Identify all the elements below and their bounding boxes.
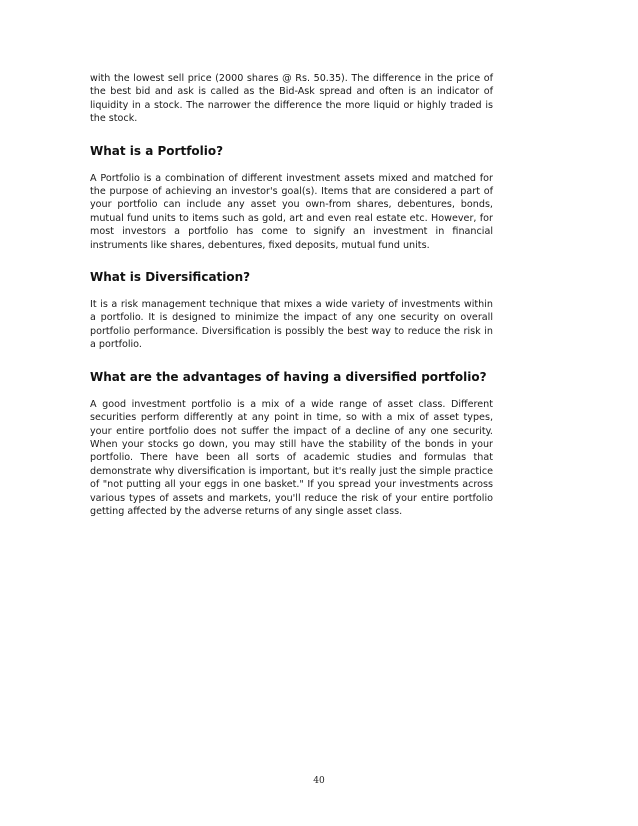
page-number: 40 bbox=[313, 776, 325, 786]
section-body-portfolio: A Portfolio is a combination of different investment assets mixed and matched for the purpose of achieving an investor's goal(s). Items that are considered a part of your portfolio can include any asset you own-from shares, debentures, bonds, mutual fund units to items such as gold, art and even real estate etc. However, for most investors a portfolio has come to signify an investment in financial instruments like shares, debentures, fixed deposits, mutual fund units. bbox=[90, 172, 493, 251]
section-diversification bbox=[90, 269, 493, 352]
spacer bbox=[90, 385, 493, 398]
intro-paragraph: with the lowest sell price (2000 shares @ Rs. 50.35). The difference in the price of the best bid and ask is called as the Bid-Ask spread and often is an indicator of liquidity in a stock. The narrower the difference the more liquid or highly traded is the stock. bbox=[90, 73, 493, 125]
section-portfolio bbox=[90, 143, 493, 252]
spacer bbox=[90, 159, 493, 172]
section-heading-portfolio: What is a Portfolio? bbox=[90, 143, 224, 158]
section-body-advantages: A good investment portfolio is a mix of a wide range of asset class. Different securities perform differently at any point in time, so with a mix of asset types, your entire portfolio does not suffer the impact of a decline of any one security. When your stocks go down, you may still have the stability of the bonds in your portfolio. There have been all sorts of academic studies and formulas that demonstrate why diversification is important, but it's really just the simple practice of "not putting all your eggs in one basket." If you spread your investments across various types of assets and markets, you'll reduce the risk of your entire portfolio getting affected by the adverse returns of any single asset class. bbox=[90, 398, 493, 517]
section-heading-advantages: What are the advantages of having a diversified portfolio? bbox=[90, 369, 487, 384]
spacer bbox=[90, 126, 493, 143]
spacer bbox=[90, 285, 493, 298]
section-advantages bbox=[90, 369, 493, 519]
spacer bbox=[90, 352, 493, 369]
document-page bbox=[90, 72, 493, 518]
spacer bbox=[90, 252, 493, 269]
section-heading-diversification: What is Diversification? bbox=[90, 270, 251, 285]
section-body-diversification: It is a risk management technique that mixes a wide variety of investments within a portfolio. It is designed to minimize the impact of any one security on overall portfolio performance. Diversification is possibly the best way to reduce the risk in a portfolio. bbox=[90, 299, 493, 351]
